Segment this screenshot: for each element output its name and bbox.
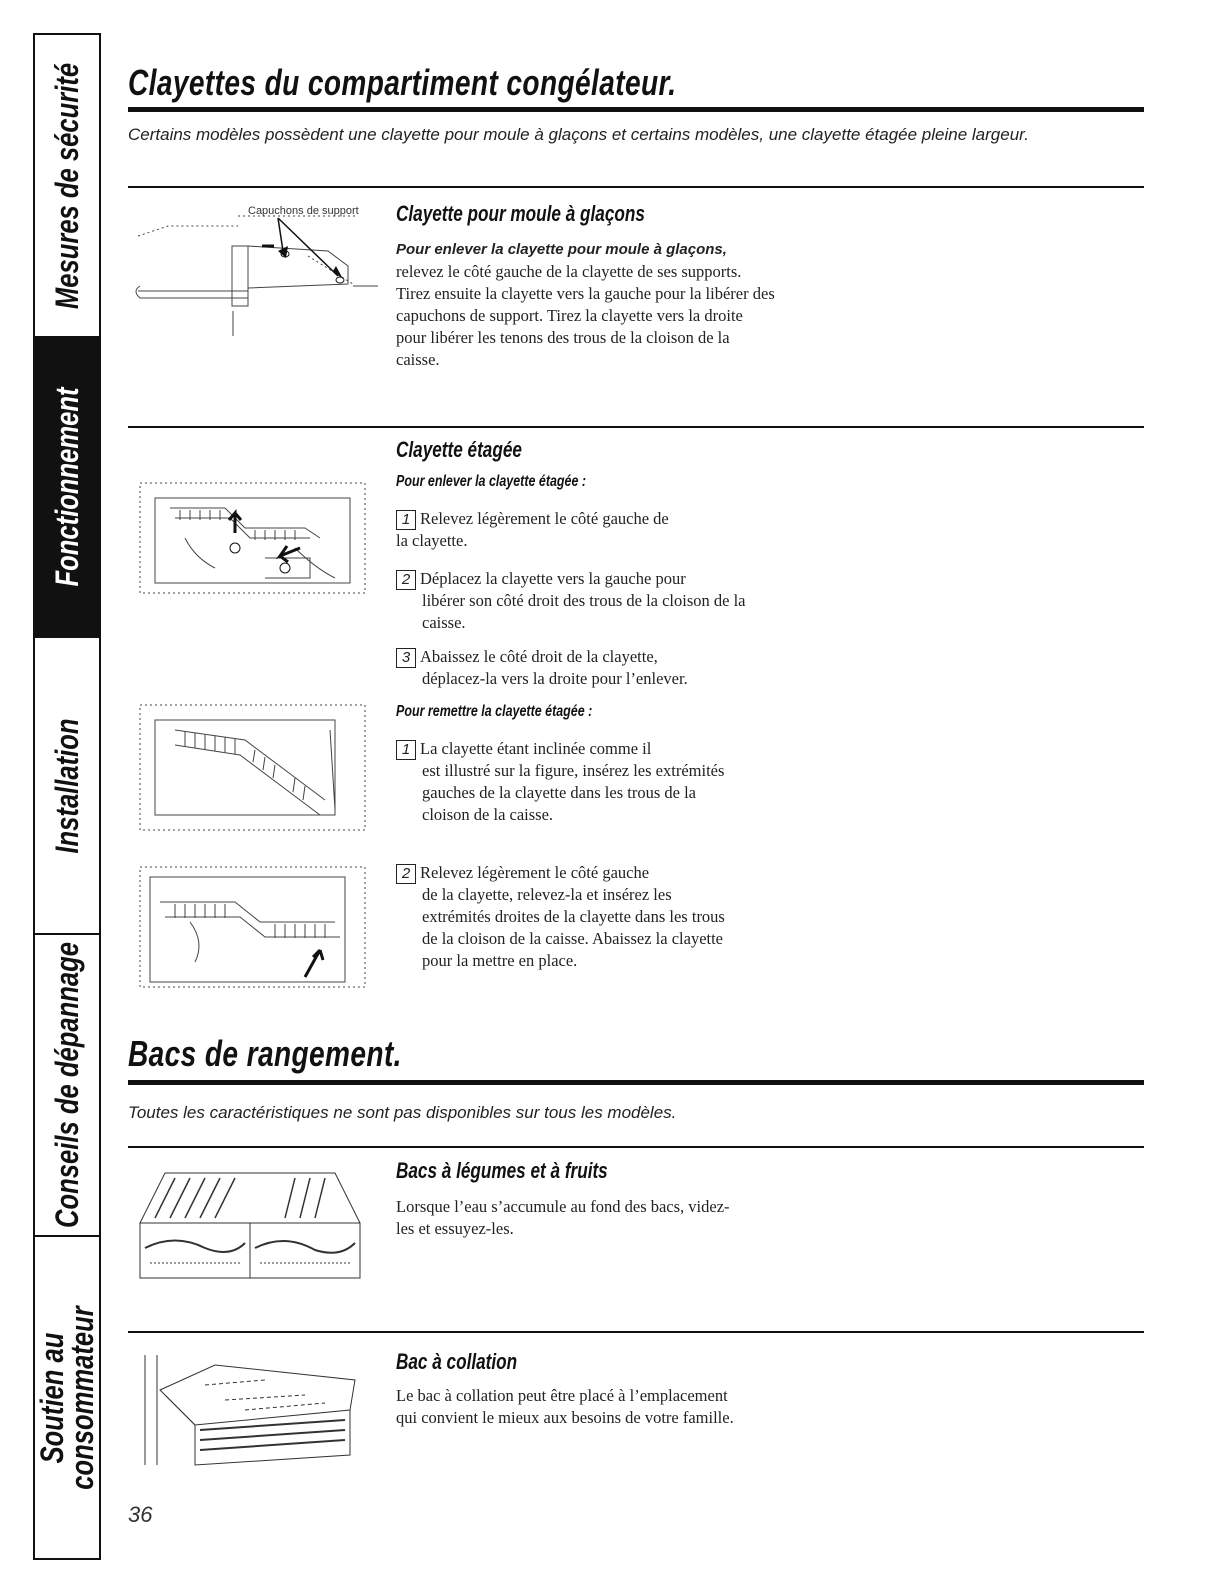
step-text-continued: déplacez-la vers la droite pour l’enlever. xyxy=(422,669,688,688)
ice-tray-lead: Pour enlever la clayette pour moule à glaçons, xyxy=(396,241,727,258)
step-number: 3 xyxy=(396,648,416,668)
section-intro: Certains modèles possèdent une clayette pour moule à glaçons et certains modèles, une clayette étagée pleine largeur. xyxy=(128,125,1029,144)
tab-label: Mesures de sécurité xyxy=(49,62,85,309)
stepped-shelf-lower-illustration xyxy=(135,862,375,992)
step-number: 1 xyxy=(396,510,416,530)
side-navigation-tabs xyxy=(33,33,101,1560)
step-number: 2 xyxy=(396,864,416,884)
step-text: Abaissez le côté droit de la clayette, xyxy=(420,647,658,666)
step-text-continued: la clayette. xyxy=(396,531,468,550)
section-intro: Toutes les caractéristiques ne sont pas disponibles sur tous les modèles. xyxy=(128,1103,677,1122)
remove-step-2 xyxy=(396,568,776,634)
title-rule xyxy=(128,107,1144,112)
heading-ice-tray-shelf: Clayette pour moule à glaçons xyxy=(396,201,645,226)
ice-tray-shelf-illustration xyxy=(128,196,378,346)
stepped-shelf-removal-illustration xyxy=(135,468,375,598)
vegetable-bins-text: Lorsque l’eau s’accumule au fond des bacs, videz-les et essuyez-les. xyxy=(396,1197,730,1238)
figure-label-capuchons: Capuchons de support xyxy=(248,205,359,217)
tab-installation[interactable] xyxy=(35,638,99,935)
replace-step-2 xyxy=(396,862,776,972)
tab-soutien-au-consommateur[interactable] xyxy=(35,1237,99,1558)
divider xyxy=(128,1331,1144,1333)
tab-label: Soutien au consommateur xyxy=(34,1305,100,1490)
heading-stepped-shelf: Clayette étagée xyxy=(396,437,522,462)
remove-step-1 xyxy=(396,508,776,552)
ice-tray-text: relevez le côté gauche de la clayette de ses supports. Tirez ensuite la clayette vers la gauche pour la libérer des capuchons de support. Tirez la clayette vers la droite pour libérer les tenons des trous de la cloison de la caisse. xyxy=(396,262,775,369)
divider xyxy=(128,186,1144,188)
tab-mesures-de-securite[interactable] xyxy=(35,35,99,338)
tab-label: Conseils de dépannage xyxy=(49,942,85,1228)
divider xyxy=(128,426,1144,428)
stepped-shelf-insert-illustration xyxy=(135,700,375,840)
tab-label: Installation xyxy=(49,717,85,854)
step-text-continued: libérer son côté droit des trous de la cloison de la caisse. xyxy=(422,591,746,632)
step-text: Relevez légèrement le côté gauche de xyxy=(420,509,669,528)
tab-fonctionnement[interactable] xyxy=(35,338,99,638)
heading-snack-bin: Bac à collation xyxy=(396,1349,518,1374)
vegetable-bins-illustration xyxy=(135,1158,375,1288)
tab-label: Fonctionnement xyxy=(49,387,85,587)
ice-tray-instructions xyxy=(396,238,776,371)
snack-bin-text: Le bac à collation peut être placé à l’emplacement qui convient le mieux aux besoins de votre famille. xyxy=(396,1386,734,1427)
step-text-continued: est illustré sur la figure, insérez les extrémités gauches de la clayette dans les trous de la cloison de la caisse. xyxy=(422,761,725,824)
tab-conseils-de-depannage[interactable] xyxy=(35,935,99,1237)
step-number: 2 xyxy=(396,570,416,590)
step-text: Déplacez la clayette vers la gauche pour xyxy=(420,569,686,588)
snack-bin-illustration xyxy=(135,1345,375,1470)
step-number: 1 xyxy=(396,740,416,760)
step-text: La clayette étant inclinée comme il xyxy=(420,739,652,758)
step-text: Relevez légèrement le côté gauche xyxy=(420,863,650,882)
remove-step-3 xyxy=(396,646,776,690)
section-title-freezer-shelves: Clayettes du compartiment congélateur. xyxy=(128,62,677,103)
step-text-continued: de la clayette, relevez-la et insérez les extrémités droites de la clayette dans les trous de la cloison de la caisse. Abaissez la clayette pour la mettre en place. xyxy=(422,885,725,970)
divider xyxy=(128,1146,1144,1148)
heading-remove-stepped-shelf: Pour enlever la clayette étagée : xyxy=(396,473,587,490)
heading-replace-stepped-shelf: Pour remettre la clayette étagée : xyxy=(396,703,593,720)
page-number: 36 xyxy=(128,1502,153,1527)
heading-vegetable-bins: Bacs à légumes et à fruits xyxy=(396,1158,608,1183)
section-title-storage-bins: Bacs de rangement. xyxy=(128,1033,402,1074)
title-rule xyxy=(128,1080,1144,1085)
replace-step-1 xyxy=(396,738,776,826)
